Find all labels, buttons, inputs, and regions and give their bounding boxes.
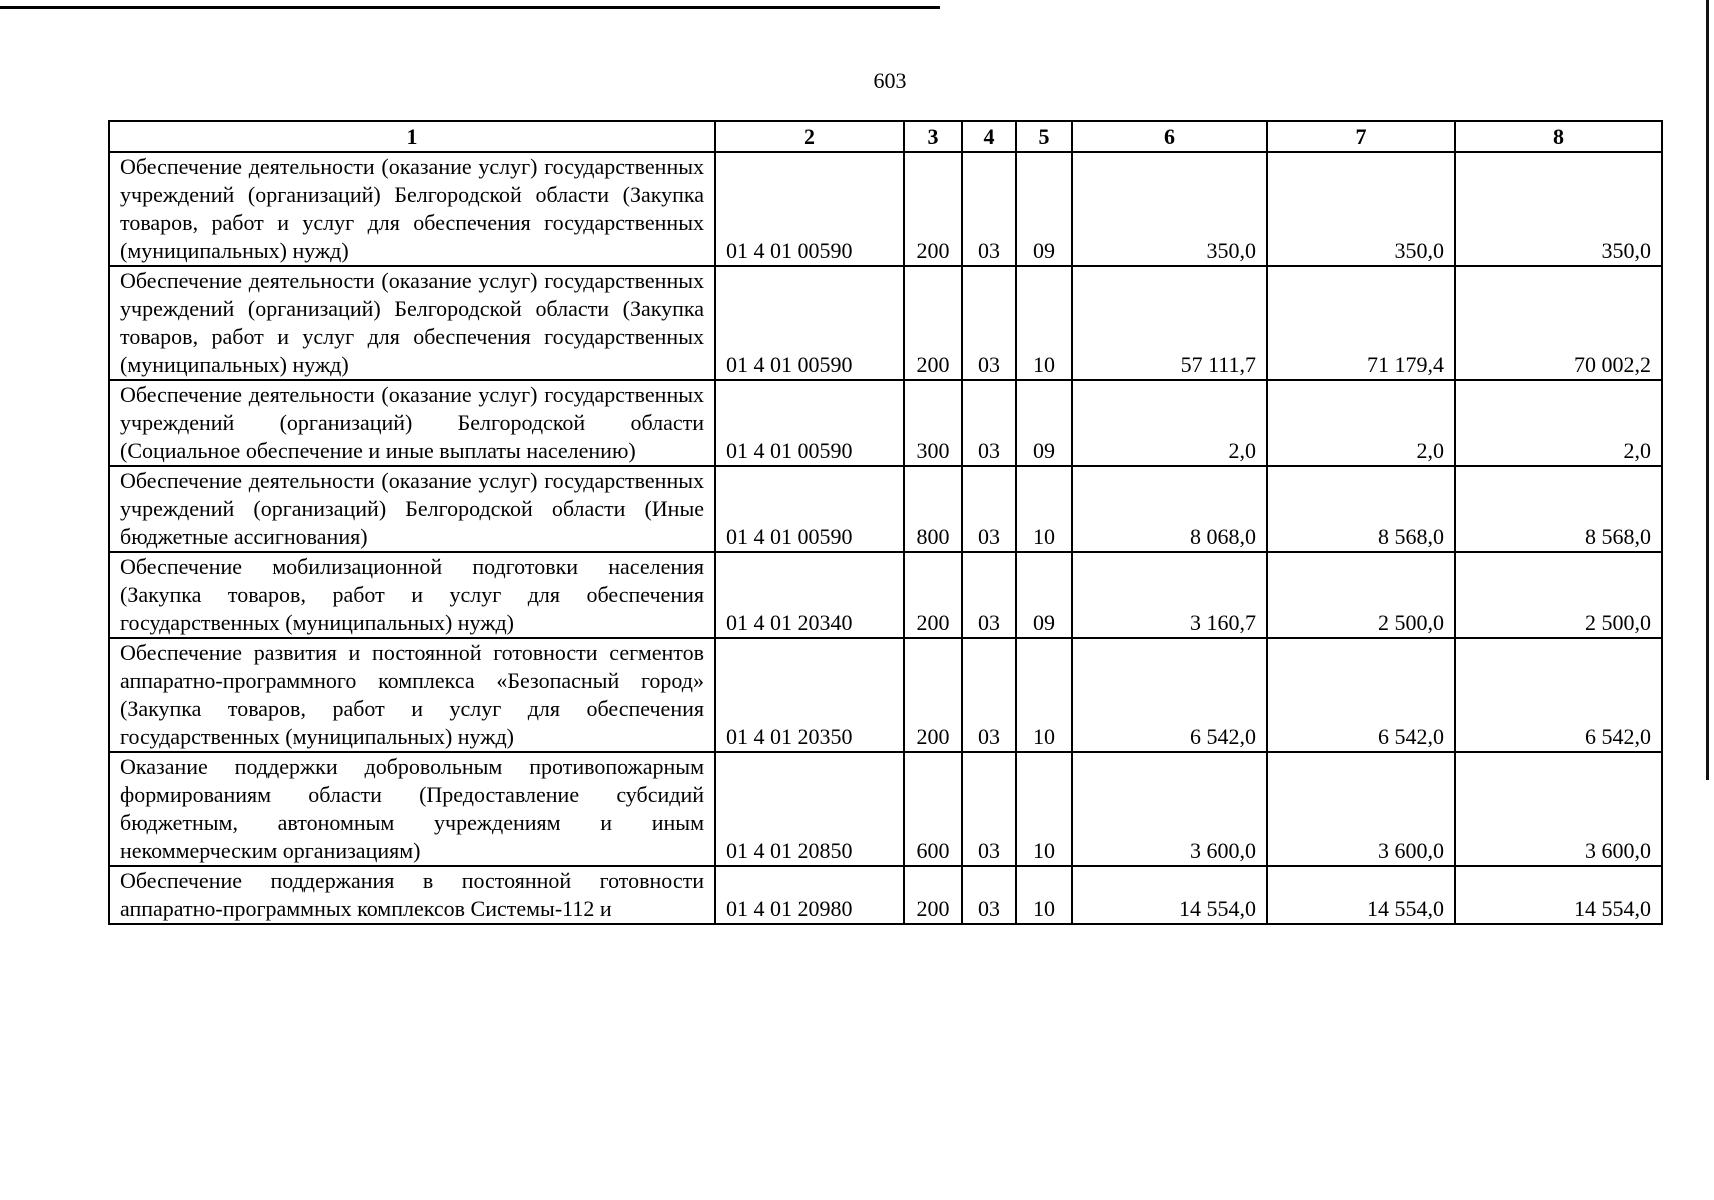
- table-row: [109, 466, 1662, 552]
- expense-type: 200: [904, 638, 962, 752]
- header-cell-5: 5: [1016, 121, 1072, 152]
- expense-type: 200: [904, 266, 962, 380]
- section: 03: [962, 152, 1016, 266]
- amount-col-7: 2,0: [1267, 380, 1455, 466]
- subsection: 09: [1016, 152, 1072, 266]
- amount-col-8: 3 600,0: [1455, 752, 1662, 866]
- row-description: Оказание поддержки добровольным противопожарным формированиям области (Предоставление субсидий бюджетным, автономным учреждениям и иным некоммерческим организациям): [109, 752, 715, 866]
- row-description: Обеспечение развития и постоянной готовности сегментов аппаратно-программного комплекса «Безопасный город» (Закупка товаров, работ и услуг для обеспечения государственных (муниципальных) нужд): [109, 638, 715, 752]
- amount-col-6: 57 111,7: [1072, 266, 1267, 380]
- amount-col-8: 350,0: [1455, 152, 1662, 266]
- row-description: Обеспечение деятельности (оказание услуг) государственных учреждений (организаций) Белгородской области (Социальное обеспечение и иные выплаты населению): [109, 380, 715, 466]
- amount-col-8: 2,0: [1455, 380, 1662, 466]
- amount-col-6: 14 554,0: [1072, 866, 1267, 924]
- table-row: [109, 552, 1662, 638]
- amount-col-8: 2 500,0: [1455, 552, 1662, 638]
- amount-col-7: 6 542,0: [1267, 638, 1455, 752]
- page-number: 603: [873, 68, 907, 93]
- table-row: [109, 866, 1662, 924]
- section: 03: [962, 866, 1016, 924]
- amount-col-6: 6 542,0: [1072, 638, 1267, 752]
- header-row: [109, 121, 1662, 152]
- subsection: 10: [1016, 266, 1072, 380]
- section: 03: [962, 552, 1016, 638]
- expense-type: 200: [904, 552, 962, 638]
- target-code: 01 4 01 20340: [715, 552, 904, 638]
- row-description: Обеспечение мобилизационной подготовки населения (Закупка товаров, работ и услуг для обеспечения государственных (муниципальных) нужд): [109, 552, 715, 638]
- amount-col-7: 14 554,0: [1267, 866, 1455, 924]
- section: 03: [962, 466, 1016, 552]
- amount-col-7: 71 179,4: [1267, 266, 1455, 380]
- table-row: [109, 752, 1662, 866]
- amount-col-8: 70 002,2: [1455, 266, 1662, 380]
- top-rule: [0, 6, 940, 9]
- amount-col-8: 14 554,0: [1455, 866, 1662, 924]
- header-cell-8: 8: [1455, 121, 1662, 152]
- header-cell-7: 7: [1267, 121, 1455, 152]
- header-cell-3: 3: [904, 121, 962, 152]
- section: 03: [962, 266, 1016, 380]
- header-cell-2: 2: [715, 121, 904, 152]
- target-code: 01 4 01 20350: [715, 638, 904, 752]
- amount-col-6: 350,0: [1072, 152, 1267, 266]
- expense-type: 600: [904, 752, 962, 866]
- row-description: Обеспечение деятельности (оказание услуг) государственных учреждений (организаций) Белгородской области (Иные бюджетные ассигнования): [109, 466, 715, 552]
- subsection: 09: [1016, 552, 1072, 638]
- target-code: 01 4 01 00590: [715, 152, 904, 266]
- budget-table: [108, 120, 1663, 925]
- section: 03: [962, 752, 1016, 866]
- amount-col-8: 8 568,0: [1455, 466, 1662, 552]
- header-cell-1: 1: [109, 121, 715, 152]
- table-row: [109, 152, 1662, 266]
- amount-col-7: 3 600,0: [1267, 752, 1455, 866]
- table-row: [109, 380, 1662, 466]
- row-description: Обеспечение деятельности (оказание услуг) государственных учреждений (организаций) Белгородской области (Закупка товаров, работ и услуг для обеспечения государственных (муниципальных) нужд): [109, 266, 715, 380]
- table-row: [109, 266, 1662, 380]
- target-code: 01 4 01 20980: [715, 866, 904, 924]
- section: 03: [962, 638, 1016, 752]
- subsection: 10: [1016, 466, 1072, 552]
- amount-col-7: 8 568,0: [1267, 466, 1455, 552]
- amount-col-6: 2,0: [1072, 380, 1267, 466]
- amount-col-6: 8 068,0: [1072, 466, 1267, 552]
- expense-type: 300: [904, 380, 962, 466]
- expense-type: 800: [904, 466, 962, 552]
- row-description: Обеспечение поддержания в постоянной готовности аппаратно-программных комплексов Системы-112 и: [109, 866, 715, 924]
- scan-edge: [1706, 0, 1709, 780]
- target-code: 01 4 01 00590: [715, 380, 904, 466]
- table-row: [109, 638, 1662, 752]
- target-code: 01 4 01 00590: [715, 466, 904, 552]
- expense-type: 200: [904, 152, 962, 266]
- amount-col-7: 350,0: [1267, 152, 1455, 266]
- subsection: 09: [1016, 380, 1072, 466]
- amount-col-6: 3 600,0: [1072, 752, 1267, 866]
- amount-col-8: 6 542,0: [1455, 638, 1662, 752]
- amount-col-6: 3 160,7: [1072, 552, 1267, 638]
- header-cell-4: 4: [962, 121, 1016, 152]
- target-code: 01 4 01 00590: [715, 266, 904, 380]
- subsection: 10: [1016, 752, 1072, 866]
- row-description: Обеспечение деятельности (оказание услуг) государственных учреждений (организаций) Белгородской области (Закупка товаров, работ и услуг для обеспечения государственных (муниципальных) нужд): [109, 152, 715, 266]
- subsection: 10: [1016, 866, 1072, 924]
- target-code: 01 4 01 20850: [715, 752, 904, 866]
- subsection: 10: [1016, 638, 1072, 752]
- expense-type: 200: [904, 866, 962, 924]
- header-cell-6: 6: [1072, 121, 1267, 152]
- section: 03: [962, 380, 1016, 466]
- amount-col-7: 2 500,0: [1267, 552, 1455, 638]
